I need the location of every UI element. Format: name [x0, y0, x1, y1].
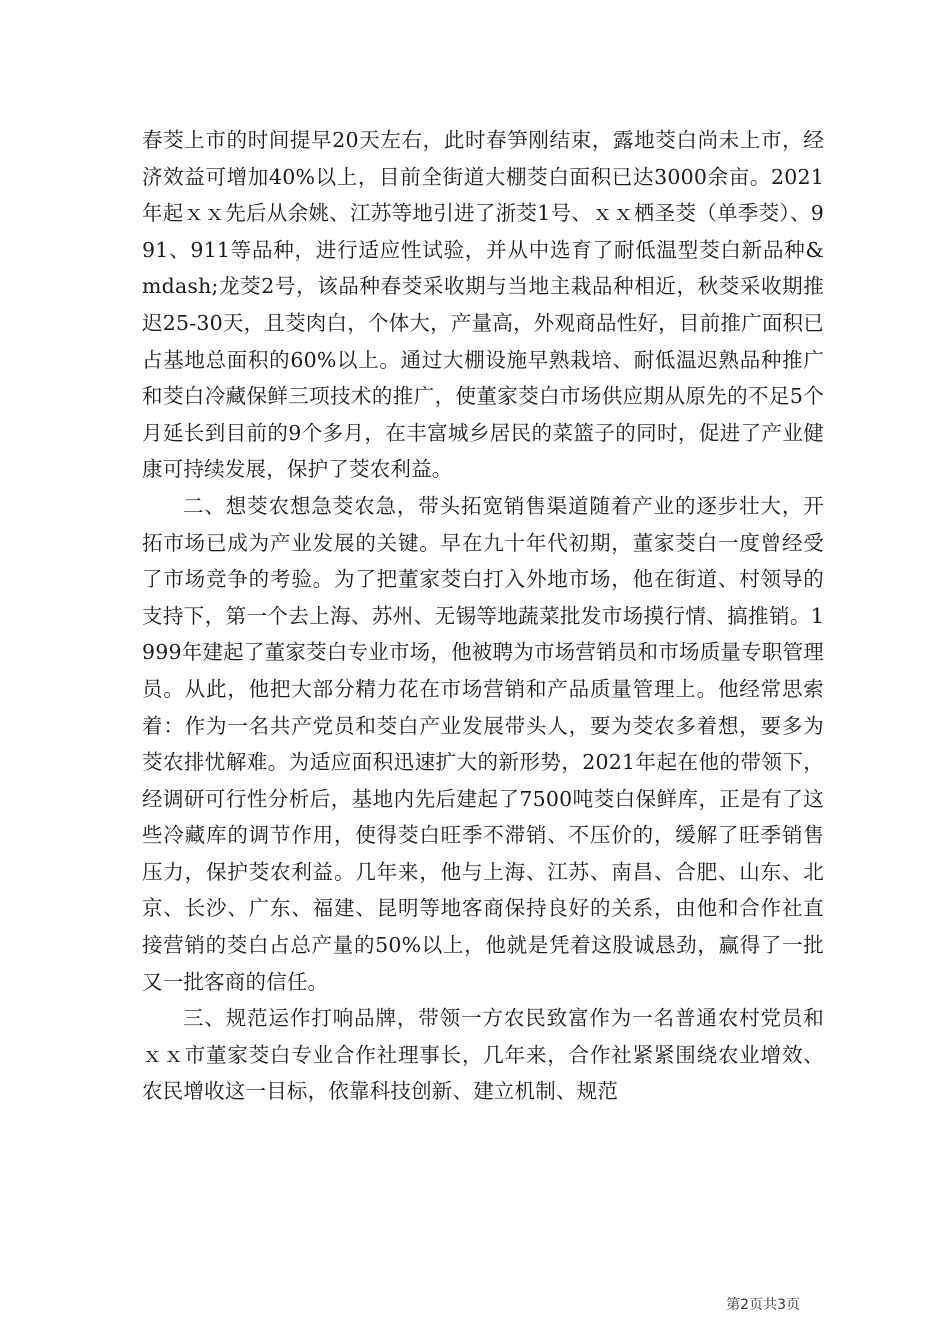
paragraph-2: 二、想茭农想急茭农急，带头拓宽销售渠道随着产业的逐步壮大，开拓市场已成为产业发展的关键。早在九十年代初期，董家茭白一度曾经受了市场竞争的考验。为了把董家茭白打入外地市场，他在街道、村领导的支持下，第一个去上海、苏州、无锡等地蔬菜批发市场摸行情、搞推销。1999年建起了董家茭白专业市场，他被聘为市场营销员和市场质量专职管理员。从此，他把大部分精力花在市场营销和产品质量管理上。他经常思索着：作为一名共产党员和茭白产业发展带头人，要为茭农多着想，要多为茭农排忧解难。为适应面积迅速扩大的新形势，2021年起在他的带领下，经调研可行性分析后，基地内先后建起了7500吨茭白保鲜库，正是有了这些冷藏库的调节作用，使得茭白旺季不滞销、不压价的，缓解了旺季销售压力，保护茭农利益。几年来，他与上海、江苏、南昌、合肥、山东、北京、长沙、广东、福建、昆明等地客商保持良好的关系，由他和合作社直接营销的茭白占总产量的50%以上，他就是凭着这股诚恳劲，赢得了一批又一批客商的信任。 [142, 493, 824, 994]
paragraph-1: 春茭上市的时间提早20天左右，此时春笋刚结束，露地茭白尚未上市，经济效益可增加40%以上，目前全街道大棚茭白面积已达3000余亩。2021年起ｘｘ先后从余姚、江苏等地引进了浙茭1号、ｘｘ栖圣茭（单季茭）、991、911等品种，进行适应性试验，并从中选育了耐低温型茭白新品种&mdash;龙茭2号，该品种春茭采收期与当地主栽品种相近，秋茭采收期推迟25-30天，且茭肉白，个体大，产量高，外观商品性好，目前推广面积已占基地总面积的60%以上。通过大棚设施早熟栽培、耐低温迟熟品种推广和茭白冷藏保鲜三项技术的推广，使董家茭白市场供应期从原先的不足5个月延长到目前的9个多月，在丰富城乡居民的菜篮子的同时，促进了产业健康可持续发展，保护了茭农利益。 [142, 128, 824, 482]
paragraph-3: 三、规范运作打响品牌，带领一方农民致富作为一名普通农村党员和ｘｘ市董家茭白专业合作社理事长，几年来，合作社紧紧围绕农业增效、农民增收这一目标，依靠科技创新、建立机制、规范 [142, 1006, 824, 1104]
document-body [142, 122, 824, 1110]
page-number: 第2页共3页 [726, 1297, 800, 1313]
